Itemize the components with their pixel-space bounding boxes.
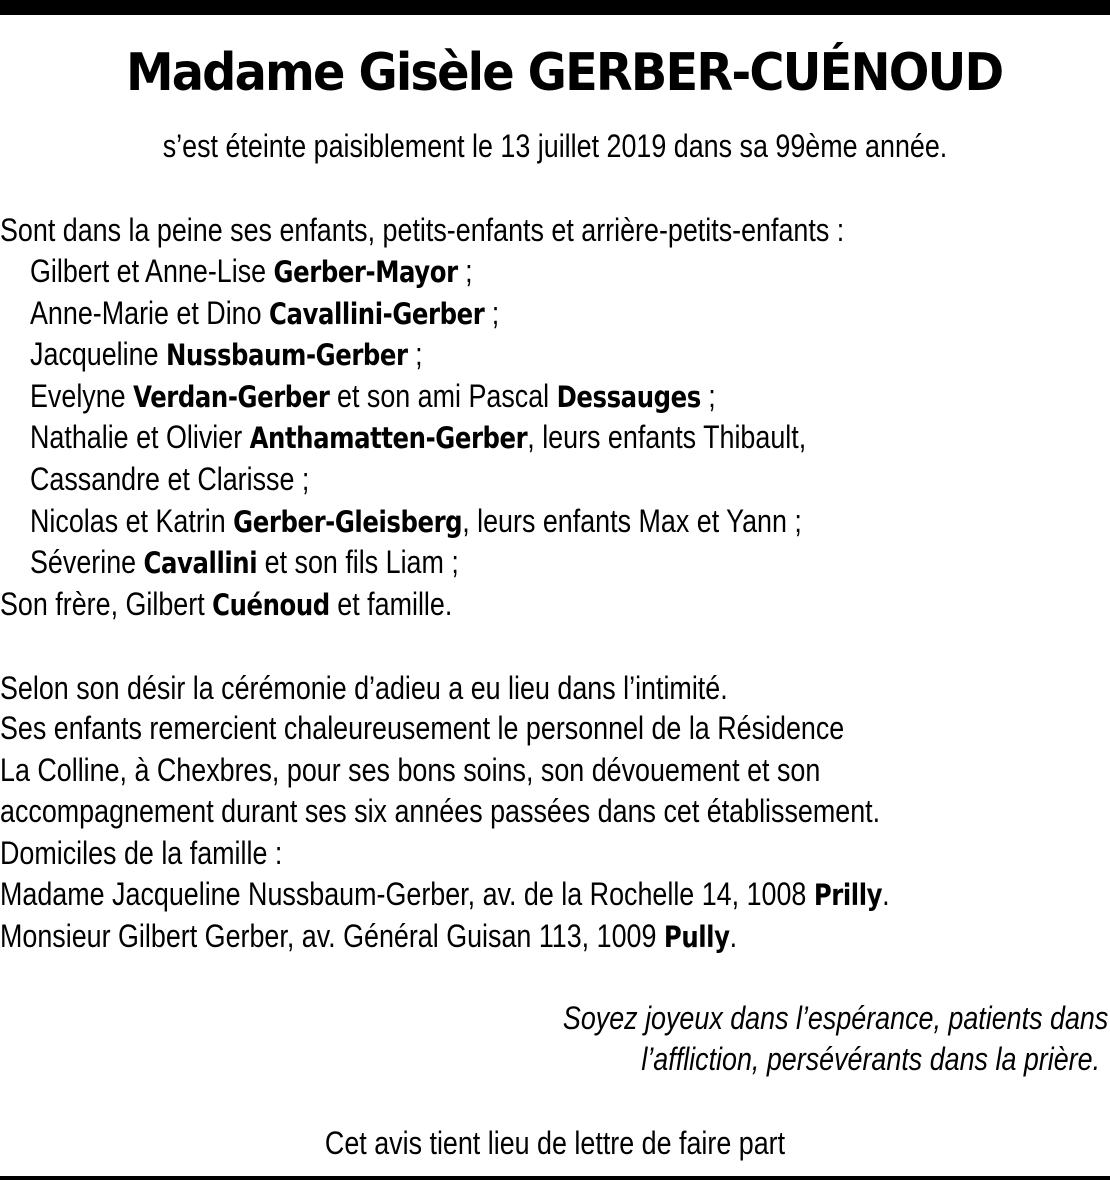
message-line: accompagnement durant ses six années passées dans cet établissement. — [0, 793, 881, 829]
family-member: Séverine Cavallini et son fils Liam ; — [30, 544, 459, 580]
quote-line-1: Soyez joyeux dans l’espérance, patients dans — [562, 1000, 1108, 1036]
family-member: Jacqueline Nussbaum-Gerber ; — [30, 336, 423, 372]
surname: Verdan-Gerber — [133, 380, 330, 414]
surname: Cavallini — [143, 546, 258, 580]
message-line: La Colline, à Chexbres, pour ses bons soins, son dévouement et son — [0, 752, 821, 788]
surname: Gerber-Mayor — [273, 255, 458, 289]
family-member-continuation: Cassandre et Clarisse ; — [30, 461, 310, 497]
surname: Dessauges — [556, 380, 701, 414]
message-line: Selon son désir la cérémonie d’adieu a eu lieu dans l’intimité. — [0, 670, 728, 706]
city: Pully — [663, 920, 730, 954]
family-member: Evelyne Verdan-Gerber et son ami Pascal Dessauges ; — [30, 378, 716, 414]
deceased-name: Madame Gisèle GERBER-CUÉNOUD — [125, 43, 1003, 103]
quote-line-2: l’affliction, persévérants dans la prière. — [641, 1041, 1100, 1077]
brother-line: Son frère, Gilbert Cuénoud et famille. — [0, 586, 453, 622]
surname: Cuénoud — [212, 588, 330, 622]
family-member: Nathalie et Olivier Anthamatten-Gerber, leurs enfants Thibault, — [30, 419, 807, 455]
family-intro: Sont dans la peine ses enfants, petits-enfants et arrière-petits-enfants : — [0, 212, 845, 248]
announcement: s’est éteinte paisiblement le 13 juillet 2019 dans sa 99ème année. — [162, 128, 948, 164]
message-line: Ses enfants remercient chaleureusement le personnel de la Résidence — [0, 710, 845, 746]
bottom-rule — [0, 1176, 1110, 1180]
family-member: Nicolas et Katrin Gerber-Gleisberg, leurs enfants Max et Yann ; — [30, 503, 802, 539]
address-line: Madame Jacqueline Nussbaum-Gerber, av. de la Rochelle 14, 1008 Prilly. — [0, 876, 890, 912]
footer-note: Cet avis tient lieu de lettre de faire part — [324, 1125, 786, 1161]
family-member: Gilbert et Anne-Lise Gerber-Mayor ; — [30, 253, 473, 289]
city: Prilly — [813, 878, 883, 912]
surname: Cavallini-Gerber — [269, 297, 485, 331]
surname: Nussbaum-Gerber — [165, 338, 408, 372]
message-line: Domiciles de la famille : — [0, 835, 283, 871]
surname: Anthamatten-Gerber — [249, 421, 528, 455]
address-line: Monsieur Gilbert Gerber, av. Général Guisan 113, 1009 Pully. — [0, 918, 738, 954]
top-rule — [0, 0, 1110, 15]
family-member: Anne-Marie et Dino Cavallini-Gerber ; — [30, 295, 500, 331]
surname: Gerber-Gleisberg — [233, 505, 463, 539]
